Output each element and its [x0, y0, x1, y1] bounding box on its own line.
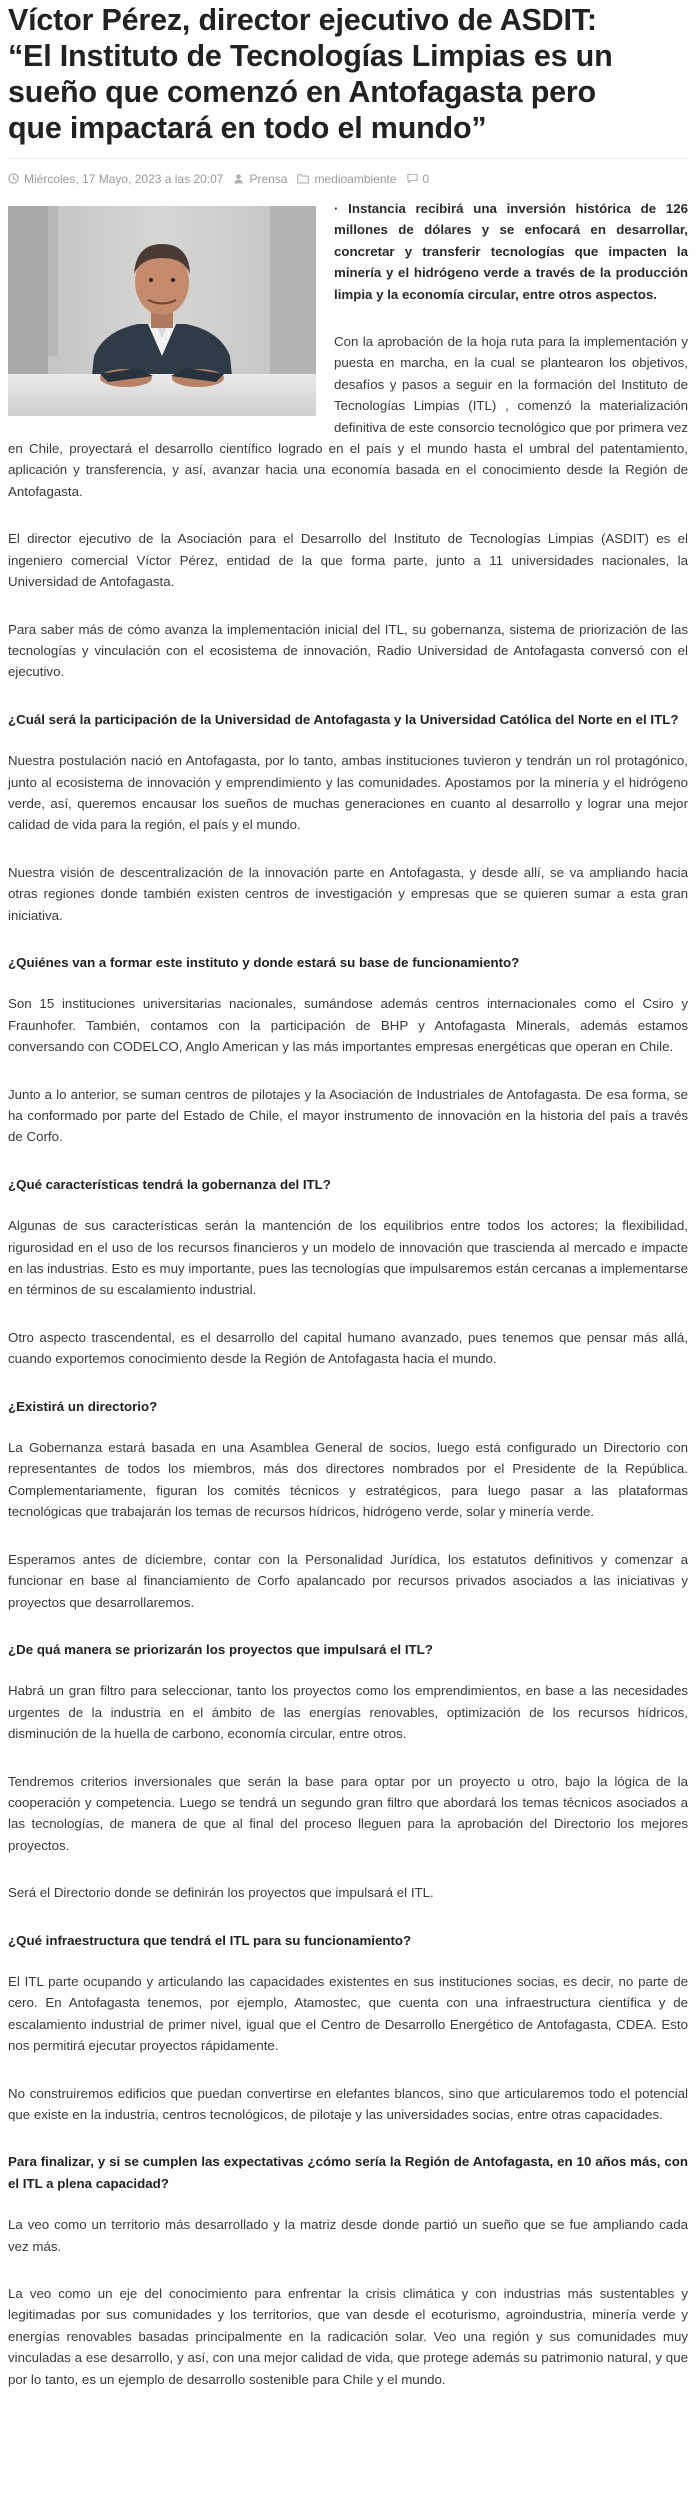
meta-category[interactable]	[297, 172, 396, 186]
paragraph: Nuestra postulación nació en Antofagasta, por lo tanto, ambas instituciones tuvieron y tendrán un rol protagónico, junto al ecosistema de innovación y emprendimiento y las comunidades. Apostamos por la minería y el hidrógeno verde, así, queremos encausar los sueños de muchas generaciones en cuanto al desarrollo y lograr una mejor calidad de vida para la región, el país y el mundo.	[8, 753, 688, 833]
question-heading: Para finalizar, y si se cumplen las expectativas ¿cómo sería la Región de Antofagasta, en 10 años más, con el ITL a plena capacidad?	[8, 2154, 688, 2191]
meta-author[interactable]	[233, 172, 287, 186]
paragraph: No construiremos edificios que puedan convertirse en elefantes blancos, sino que articularemos todo el potencial que existe en la industria, centros tecnológicos, de pilotaje y las universidades socias, entre otras capacidades.	[8, 2085, 688, 2122]
title-line-2: “El Instituto de Tecnologías Limpias es un	[8, 39, 613, 73]
question-heading: ¿De quá manera se priorizarán los proyectos que impulsará el ITL?	[8, 1641, 433, 1657]
article-body	[8, 198, 688, 2390]
paragraph: Será el Directorio donde se definirán los proyectos que impulsará el ITL.	[8, 1885, 434, 1901]
user-icon	[233, 173, 244, 184]
article-photo	[8, 206, 316, 416]
paragraph: La Gobernanza estará basada en una Asamblea General de socios, luego está configurado un Directorio con representantes de todos los miembros, más dos directores nombrados por el Presidente de la República. Complementariamente, figuran los comités técnicos y estratégicos, para luego pasar a las plataformas tecnológicas que trabajarán los temas de recursos hídricos, hidrógeno verde, solar y minería verde.	[8, 1440, 688, 1520]
article-meta	[8, 158, 688, 188]
paragraph: Para saber más de cómo avanza la implementación inicial del ITL, su gobernanza, sistema de priorización de las tecnologías y vinculación con el ecosistema de innovación, Radio Universidad de Antofagasta conversó con el ejecutivo.	[8, 621, 688, 680]
paragraph: Algunas de sus características serán la mantención de los equilibrios entre todos los actores; la flexibilidad, rigurosidad en el uso de los recursos financieros y un modelo de innovación que trascienda al mercado e impacte en las industrias. Esto es muy importante, pues las tecnologías que impulsaremos están cercanas a implementarse en términos de su escalamiento industrial.	[8, 1218, 688, 1298]
question-heading: ¿Qué características tendrá la gobernanza del ITL?	[8, 1176, 331, 1192]
paragraph: Tendremos criterios inversionales que serán la base para optar por un proyecto u otro, bajo la lógica de la cooperación y competencia. Luego se tendrá un segundo gran filtro que abordará los temas técnicos asociados a las tecnologías, de manera de que al final del proceso lleguen para la aprobación del Directorio los mejores proyectos.	[8, 1773, 688, 1853]
meta-date	[8, 172, 223, 186]
portrait-image	[8, 206, 316, 416]
paragraph: El ITL parte ocupando y articulando las capacidades existentes en sus instituciones socias, es decir, no parte de cero. En Antofagasta tenemos, por ejemplo, Atamostec, que cuenta con una infraestructura científica y de escalamiento industrial de primer nivel, igual que el Centro de Desarrollo Energético de Antofagasta, CDEA. Esto nos permitirá ejecutar proyectos rápidamente.	[8, 1973, 688, 2054]
paragraph: El director ejecutivo de la Asociación para el Desarrollo del Instituto de Tecnologías Limpias (ASDIT) es el ingeniero comercial Víctor Pérez, entidad de la que forma parte, junto a 11 universidades nacionales, la Universidad de Antofagasta.	[8, 531, 688, 590]
meta-comments-count[interactable]: 0	[422, 171, 430, 186]
article-title	[8, 0, 688, 146]
paragraph: Con la aprobación de la hoja ruta para la implementación y puesta en marcha, en la cual se plantearon los objetivos, desafíos y pasos a seguir en la formación del Instituto de Tecnologías Limpias (ITL) , comenzó la materialización definitiva de este consorcio tecnológico que por primera vez en Chile, proyectará el desarrollo científico logrado en el país y el mundo hasta el umbral del patentamiento, aplicación y transferencia, y así, avanzar hacia una economía basada en el conocimiento desde la Región de Antofagasta.	[8, 334, 688, 499]
question-heading: ¿Qué infraestructura que tendrá el ITL para su funcionamiento?	[8, 1932, 412, 1948]
paragraph: La veo como un eje del conocimiento para enfrentar la crisis climática y con industrias más sustentables y legitimadas por sus comunidades y los territorios, que van desde el ecoturismo, agroindustria, minería verde y energías renovables basadas principalmente en la radicación solar. Veo una región y sus comunidades muy vinculadas a ese desarrollo, y así, con una mejor calidad de vida, que protege además su patrimonio natural, y que por lo tanto, es un ejemplo de desarrollo sostenible para Chile y el mundo.	[8, 2286, 688, 2387]
meta-category-text[interactable]: medioambiente	[314, 171, 397, 186]
paragraph: Otro aspecto trascendental, es el desarrollo del capital humano avanzado, pues tenemos que pensar más allá, cuando exportemos conocimiento desde la Región de Antofagasta hacia el mundo.	[8, 1329, 688, 1367]
question-heading: ¿Quiénes van a formar este instituto y donde estará su base de funcionamiento?	[8, 954, 520, 970]
paragraph: Nuestra visión de descentralización de la innovación parte en Antofagasta, y desde allí, se va ampliando hacia otras regiones donde también existen centros de investigación y empresas que se quieren sumar a esta gran iniciativa.	[8, 864, 688, 923]
meta-comments[interactable]	[407, 172, 430, 186]
title-line-3: sueño que comenzó en Antofagasta pero	[8, 75, 596, 109]
question-heading: ¿Cuál será la participación de la Universidad de Antofagasta y la Universidad Católica del Norte en el ITL?	[8, 711, 679, 727]
article-lead: · Instancia recibirá una inversión histórica de 126 millones de dólares y se enfocará en desarrollar, concretar y transferir tecnologías que impacten la minería y el hidrógeno verde a través de la producción limpia y la economía circular, entre otros aspectos.	[334, 201, 688, 302]
paragraph: La veo como un territorio más desarrollado y la matriz desde donde partió un sueño que se fue ampliando cada vez más.	[8, 2217, 688, 2254]
paragraph: Habrá un gran filtro para seleccionar, tanto los proyectos como los emprendimientos, en base a las necesidades urgentes de la industria en el ámbito de las energías renovables, optimización de los recursos hídricos, disminución de la huella de carbono, economía circular, entre otros.	[8, 1683, 688, 1742]
paragraph: Junto a lo anterior, se suman centros de pilotajes y la Asociación de Industriales de Antofagasta. De esa forma, se ha conformado por parte del Estado de Chile, el mayor instrumento de innovación en la historia del país a través de Corfo.	[8, 1086, 688, 1145]
meta-date-text: Miércoles, 17 Mayo, 2023 a las 20:07	[24, 171, 224, 186]
comment-icon	[407, 173, 418, 184]
clock-icon	[8, 173, 19, 184]
paragraph: Esperamos antes de diciembre, contar con la Personalidad Jurídica, los estatutos definitivos y comenzar a funcionar en base al financiamiento de Corfo apalancado por recursos privados asociados a las iniciativas y proyectos que desarrollaremos.	[8, 1551, 688, 1610]
title-line-1: Víctor Pérez, director ejecutivo de ASDIT:	[8, 3, 597, 37]
paragraph: Son 15 instituciones universitarias nacionales, sumándose además centros internacionales como el Csiro y Fraunhofer. También, contamos con la participación de BHP y Antofagasta Minerals, además estamos conversando con CODELCO, Anglo American y las más importantes empresas energéticas que operan en Chile.	[8, 996, 688, 1055]
meta-author-text[interactable]: Prensa	[249, 171, 288, 186]
folder-icon	[297, 173, 309, 184]
title-line-4: que impactará en todo el mundo”	[8, 111, 487, 145]
question-heading: ¿Existirá un directorio?	[8, 1398, 158, 1414]
